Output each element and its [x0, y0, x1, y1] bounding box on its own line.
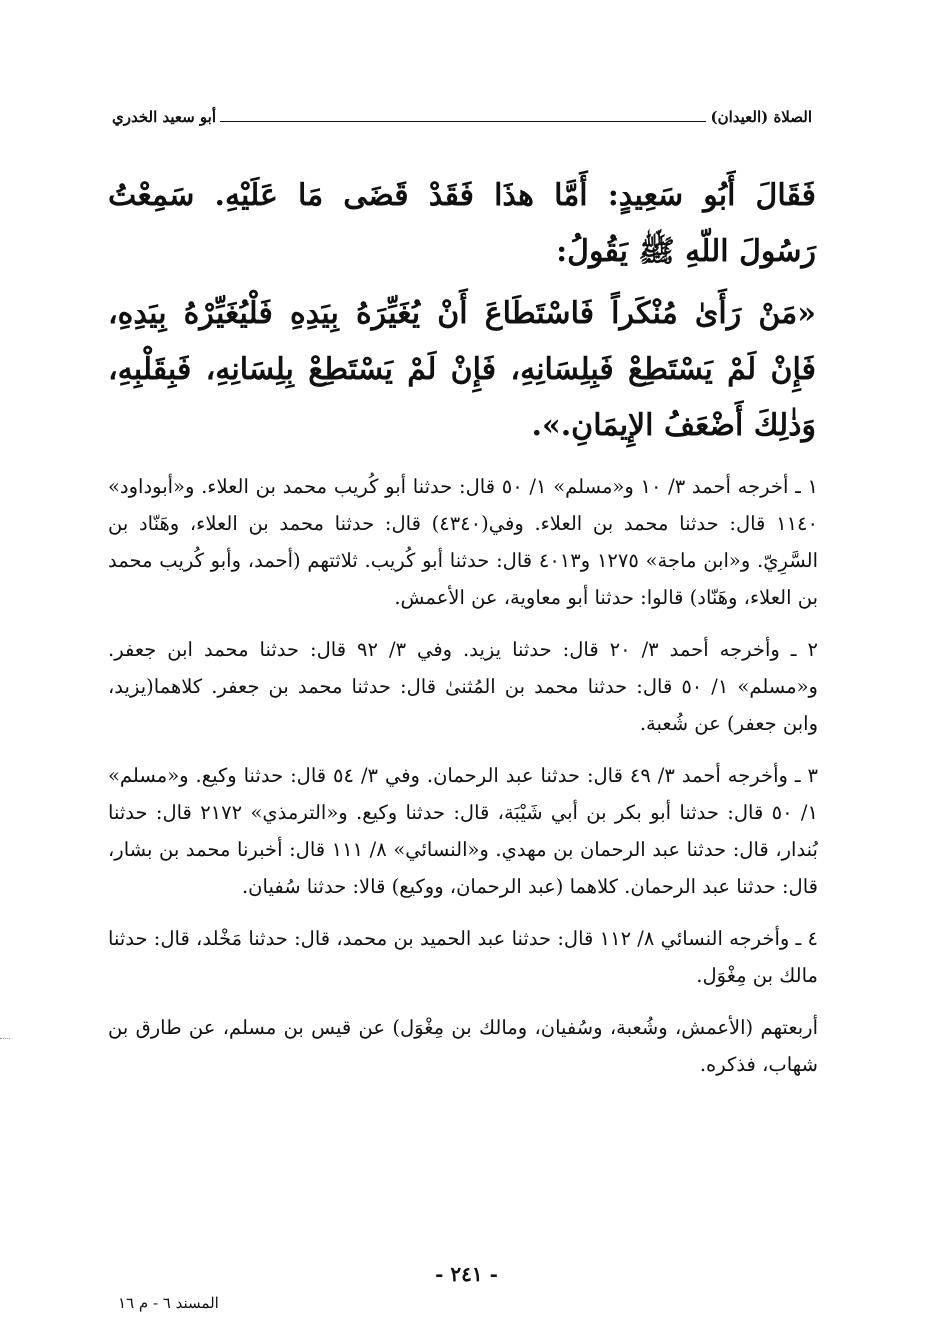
scan-edge-mark: [0, 1038, 10, 1039]
footnotes: [108, 468, 818, 1098]
footnote-3: ٣ ـ وأخرجه أحمد ٣/ ٤٩ قال: حدثنا عبد الرحمان. وفي ٣/ ٥٤ قال: حدثنا وكيع. و«مسلم» ١/ ٥٠ قال: حدثنا أبو بكر بن أبي شَيْبَة، قال: حدثنا وكيع. و«الترمذي» ٢١٧٢ قال: حدثنا بُندار، قال: حدثنا عبد الرحمان بن مهدي. و«النسائي» ٨/ ١١١ قال: أخبرنا محمد بن بشار، قال: حدثنا عبد الرحمان. كلاهما (عبد الرحمان، ووكيع) قالا: حدثنا سُفيان.: [108, 764, 818, 898]
footnote-1: ١ ـ أخرجه أحمد ٣/ ١٠ و«مسلم» ١/ ٥٠ قال: حدثنا أبو كُريب محمد بن العلاء. و«أبوداود» ١١٤٠ قال: حدثنا محمد بن العلاء. وفي(٤٣٤٠) قال: حدثنا محمد بن العلاء، وهَنّاد بن السَّرِيّ. و«ابن ماجة» ١٢٧٥ و٤٠١٣ قال: حدثنا أبو كُريب. ثلاثتهم (أحمد، وأبو كُريب محمد بن العلاء، وهَنّاد) قالوا: حدثنا أبو معاوية، عن الأعمش.: [108, 475, 818, 609]
printer-signature: المسند ٦ - م ١٦: [118, 1294, 219, 1312]
hadith-quote: «مَنْ رَأَىٰ مُنْكَراً فَاسْتَطَاعَ أَنْ يُغَيِّرَهُ بِيَدِهِ فَلْيُغَيِّرْهُ بِيَدِهِ، فَإِنْ لَمْ يَسْتَطِعْ فَبِلِسَانِهِ، فَإِنْ لَمْ يَسْتَطِعْ بِلِسَانِهِ، فَبِقَلْبِهِ، وَذٰلِكَ أَضْعَفُ الإِيمَانِ.».: [108, 296, 816, 443]
header-chapter: الصلاة (العيدان): [710, 108, 812, 126]
header-rule: [220, 121, 706, 122]
header-narrator: أبو سعيد الخدري: [112, 108, 217, 126]
running-header: [112, 104, 812, 130]
hadith-intro: فَقَالَ أَبُو سَعِيدٍ: أَمَّا هذَا فَقَدْ قَضَى مَا عَلَيْهِ. سَمِعْتُ رَسُولَ اللّهِ ﷺ يَقُولُ:: [108, 178, 816, 269]
page-number: - ٢٤١ -: [435, 1262, 498, 1286]
hadith-text: [108, 168, 816, 454]
footnote-2: ٢ ـ وأخرجه أحمد ٣/ ٢٠ قال: حدثنا يزيد. وفي ٣/ ٩٢ قال: حدثنا محمد ابن جعفر. و«مسلم» ١/ ٥٠ قال: حدثنا محمد بن المُثنىٰ قال: حدثنا محمد بن جعفر. كلاهما(يزيد، وابن جعفر) عن شُعبة.: [108, 638, 818, 735]
footnote-summary: أربعتهم (الأعمش، وشُعبة، وسُفيان، ومالك بن مِغْوَل) عن قيس بن مسلم، عن طارق بن شهاب، فذكره.: [108, 1016, 818, 1076]
footnote-4: ٤ ـ وأخرجه النسائي ٨/ ١١٢ قال: حدثنا عبد الحميد بن محمد، قال: حدثنا مَخْلد، قال: حدثنا مالك بن مِغْوَل.: [108, 927, 818, 987]
